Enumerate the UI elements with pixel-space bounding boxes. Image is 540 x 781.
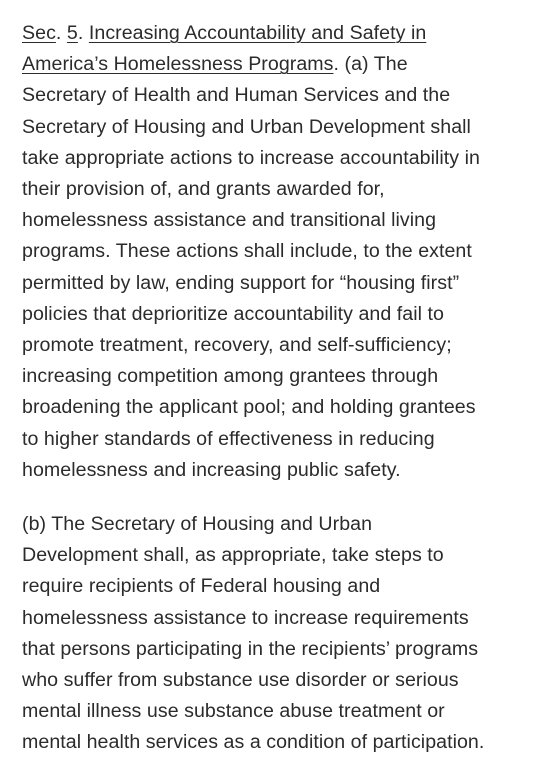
section-5-paragraph-b [22, 509, 526, 759]
paragraph-b-line: Development shall, as appropriate, take steps to [22, 544, 444, 567]
section-heading-line-1: Sec. 5. Increasing Accountability and Safety in [22, 22, 427, 44]
paragraph-a-line: homelessness assistance and transitional living [22, 209, 437, 232]
paragraph-a-line: Secretary of Housing and Urban Development shall [22, 115, 471, 138]
paragraph-a-line: take appropriate actions to increase accountability in [22, 146, 480, 169]
paragraph-a-line: promote treatment, recovery, and self-sufficiency; [22, 334, 452, 357]
paragraph-a-line: The [373, 53, 408, 76]
paragraph-a-line: policies that deprioritize accountability and fail to [22, 302, 444, 325]
paragraph-b-line: mental illness use substance abuse treatment or [22, 700, 445, 723]
paragraph-b-line: homelessness assistance to increase requirements [22, 606, 469, 629]
paragraph-b-line: that persons participating in the recipients’ programs [22, 637, 479, 660]
paragraph-a-line: increasing competition among grantees through [22, 365, 439, 388]
paragraph-b-line: who suffer from substance use disorder or serious [22, 669, 459, 692]
section-heading-part-2: America’s Homelessness Programs [22, 53, 334, 76]
subsection-a-marker: (a) [344, 53, 369, 76]
paragraph-a-line: to higher standards of effectiveness in reducing [22, 427, 435, 450]
sec-label: Sec [22, 22, 56, 44]
paragraph-a-line: programs. These actions shall include, to the extent [22, 240, 472, 263]
paragraph-b-line: (b) The Secretary of Housing and Urban [22, 513, 373, 536]
sec-number: 5 [66, 22, 78, 44]
paragraph-a-line: Secretary of Health and Human Services and the [22, 84, 451, 107]
paragraph-b-line: mental health services as a condition of participation. [22, 731, 485, 754]
paragraph-a-line: broadening the applicant pool; and holding grantees [22, 396, 476, 419]
paragraph-a-line: homelessness and increasing public safety. [22, 458, 401, 481]
section-5-paragraph-a [22, 18, 526, 486]
section-heading-part-1: Increasing Accountability and Safety in [88, 22, 427, 44]
paragraph-b-line: require recipients of Federal housing and [22, 575, 381, 598]
paragraph-a-line: permitted by law, ending support for “housing first” [22, 271, 460, 294]
section-heading-line-2: America’s Homelessness Programs. (a) The [22, 53, 408, 76]
paragraph-a-line: their provision of, and grants awarded for, [22, 178, 385, 201]
